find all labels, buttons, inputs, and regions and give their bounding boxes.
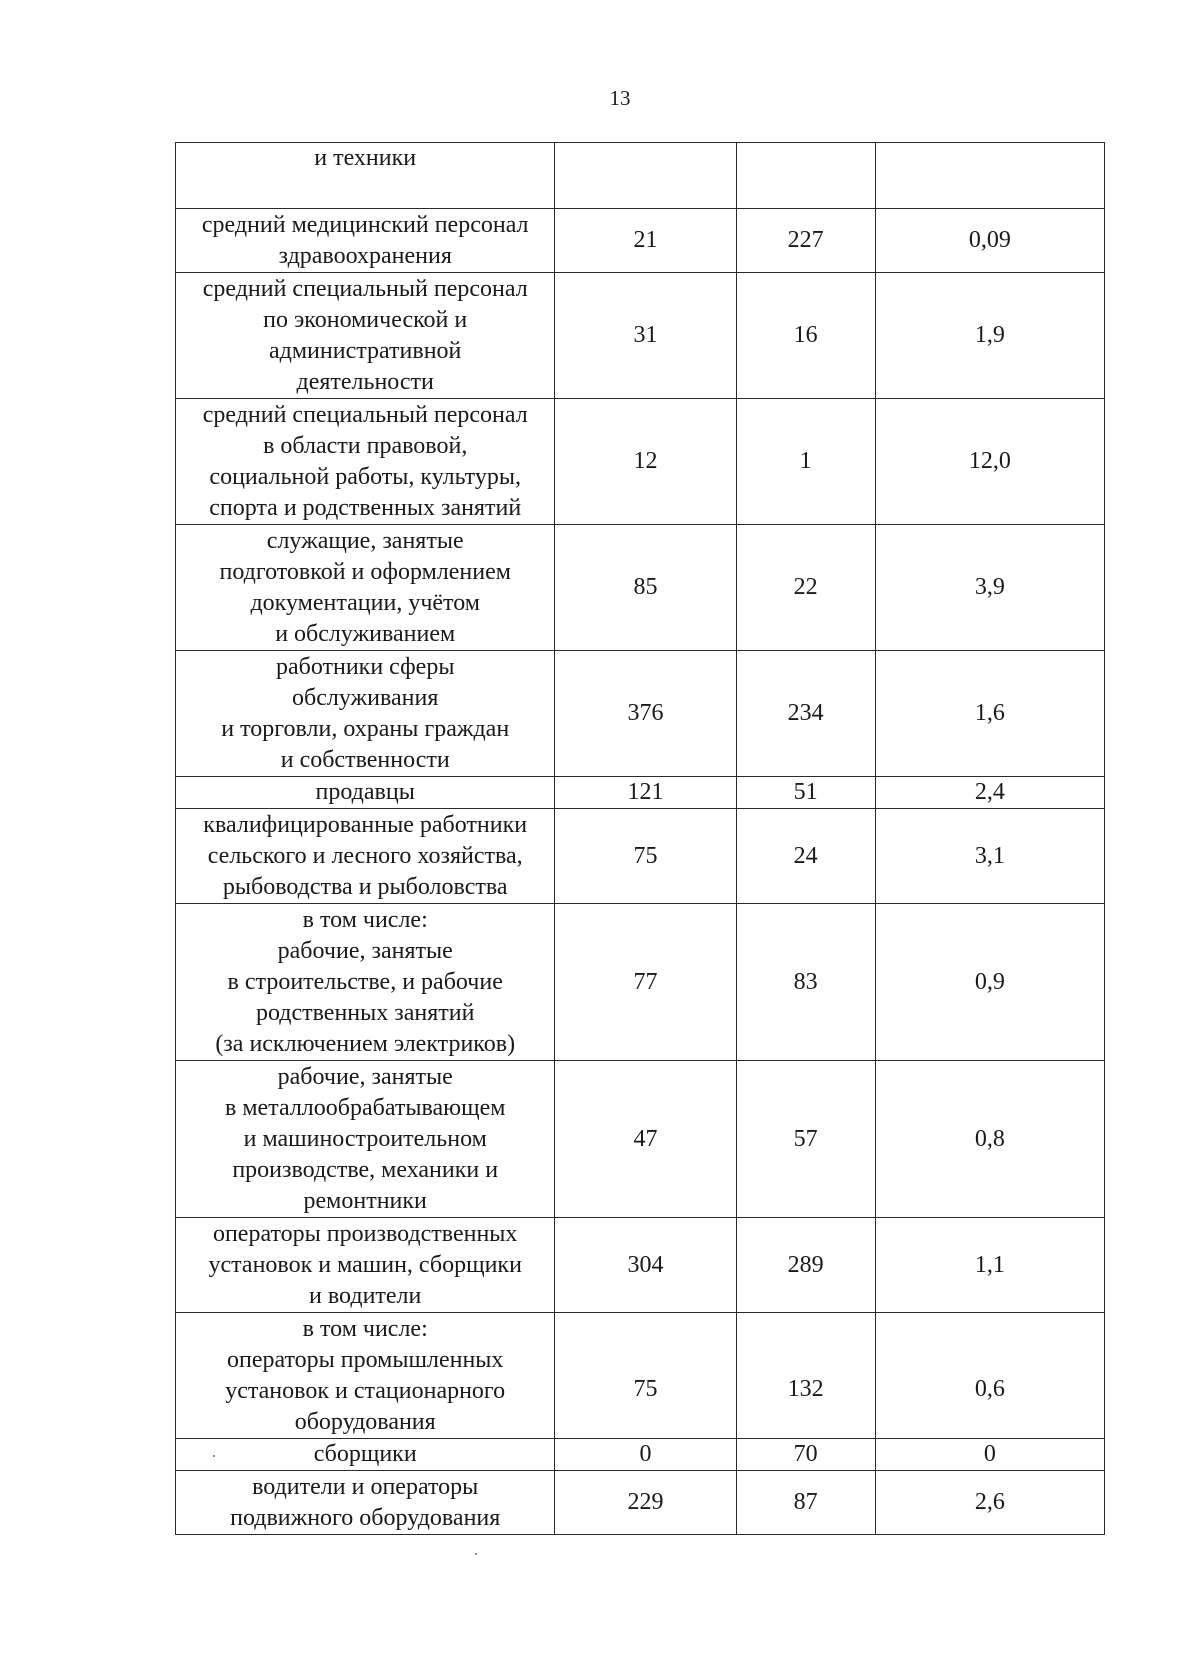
table-row	[176, 1439, 1105, 1471]
occupation-label-line: операторы производственных	[212, 1220, 518, 1247]
value-cell-col3: 12,0	[875, 399, 1104, 525]
value-cell-col2	[736, 143, 875, 209]
occupation-label-line: документации, учётом	[250, 589, 480, 616]
value-cell-col3: 0,8	[875, 1061, 1104, 1218]
occupation-label-line: здравоохранения	[278, 242, 452, 269]
value-cell-col2: 22	[736, 525, 875, 651]
occupation-label-line: рабочие, занятые	[277, 1063, 453, 1090]
table-row	[176, 143, 1105, 209]
value-cell-col2: 87	[736, 1471, 875, 1535]
occupation-label-cell	[176, 273, 555, 399]
occupation-label-cell	[176, 1061, 555, 1218]
table-row	[176, 399, 1105, 525]
occupation-label-line: квалифицированные работники	[203, 811, 528, 838]
table-row	[176, 273, 1105, 399]
value-cell-col2: 24	[736, 809, 875, 904]
occupation-label-line: и обслуживанием	[275, 620, 456, 647]
occupation-label-line: в области правовой,	[263, 432, 468, 459]
page-number: 13	[609, 86, 631, 110]
value-cell-col3	[875, 143, 1104, 209]
value-cell-col3: 0,9	[875, 904, 1104, 1061]
occupation-label-line: деятельности	[296, 368, 434, 395]
value-cell-col1: 47	[555, 1061, 736, 1218]
occupation-label-line: производстве, механики и	[232, 1156, 499, 1183]
value-cell-col2: 70	[736, 1439, 875, 1471]
occupation-label-line: оборудования	[294, 1408, 436, 1435]
value-cell-col1: 12	[555, 399, 736, 525]
value-cell-col1: 77	[555, 904, 736, 1061]
occupation-label-line: служащие, занятые	[266, 527, 464, 554]
occupation-label-line: продавцы	[315, 779, 415, 805]
value-cell-col1: 75	[555, 1313, 736, 1439]
occupation-label-line: и техники	[314, 145, 417, 171]
occupation-label-line: ремонтники	[303, 1187, 427, 1214]
value-cell-col3: 0,6	[875, 1313, 1104, 1439]
value-cell-col3: 3,1	[875, 809, 1104, 904]
occupation-label-line: подвижного оборудования	[230, 1504, 501, 1531]
value-cell-col3: 1,6	[875, 651, 1104, 777]
occupation-label-line: и водители	[309, 1282, 422, 1309]
occupation-label-line: сельского и лесного хозяйства,	[207, 842, 523, 869]
value-cell-col3: 3,9	[875, 525, 1104, 651]
value-cell-col3: 1,1	[875, 1218, 1104, 1313]
table-row	[176, 1061, 1105, 1218]
occupation-label-line: и торговли, охраны граждан	[221, 715, 510, 742]
occupation-label-line: рыбоводства и рыболовства	[222, 873, 508, 900]
table-row	[176, 651, 1105, 777]
value-cell-col2: 227	[736, 209, 875, 273]
value-cell-col2: 289	[736, 1218, 875, 1313]
table-row	[176, 1218, 1105, 1313]
occupation-label-cell	[176, 809, 555, 904]
occupation-label-line: работники сферы	[275, 653, 455, 680]
occupation-label-cell	[176, 651, 555, 777]
table-body	[176, 143, 1105, 1535]
value-cell-col2: 57	[736, 1061, 875, 1218]
table-row	[176, 904, 1105, 1061]
occupation-label-cell	[176, 1218, 555, 1313]
occupation-label-line: социальной работы, культуры,	[209, 463, 521, 490]
table-row	[176, 1471, 1105, 1535]
occupation-label-cell	[176, 1471, 555, 1535]
value-cell-col1: 376	[555, 651, 736, 777]
value-cell-col2: 234	[736, 651, 875, 777]
value-cell-col3: 1,9	[875, 273, 1104, 399]
table-row	[176, 525, 1105, 651]
table-row	[176, 209, 1105, 273]
value-cell-col2: 16	[736, 273, 875, 399]
value-cell-col1: 85	[555, 525, 736, 651]
value-cell-col2: 51	[736, 777, 875, 809]
occupation-label-line: средний специальный персонал	[202, 401, 528, 428]
scan-speck	[475, 1553, 477, 1555]
occupation-label-cell	[176, 525, 555, 651]
occupation-label-line: (за исключением электриков)	[215, 1030, 516, 1057]
occupation-label-line: водители и операторы	[252, 1473, 479, 1500]
occupation-label-cell	[176, 1313, 555, 1439]
table-row	[176, 809, 1105, 904]
occupation-label-line: в том числе:	[302, 906, 428, 933]
occupation-label-cell	[176, 1439, 555, 1471]
occupation-label-line: и машиностроительном	[243, 1125, 487, 1152]
occupation-label-line: установок и машин, сборщики	[208, 1251, 522, 1278]
value-cell-col1: 121	[555, 777, 736, 809]
occupation-label-cell	[176, 399, 555, 525]
value-cell-col1	[555, 143, 736, 209]
value-cell-col1: 0	[555, 1439, 736, 1471]
value-cell-col3: 2,4	[875, 777, 1104, 809]
value-cell-col1: 75	[555, 809, 736, 904]
occupation-label-line: средний специальный персонал	[202, 275, 528, 302]
occupation-label-line: спорта и родственных занятий	[209, 494, 522, 521]
data-table	[175, 142, 1105, 1535]
occupation-label-line: рабочие, занятые	[277, 937, 453, 964]
value-cell-col3: 2,6	[875, 1471, 1104, 1535]
value-cell-col2: 83	[736, 904, 875, 1061]
value-cell-col2: 1	[736, 399, 875, 525]
value-cell-col1: 229	[555, 1471, 736, 1535]
occupation-label-cell	[176, 143, 555, 209]
table-row	[176, 1313, 1105, 1439]
value-cell-col1: 31	[555, 273, 736, 399]
occupation-label-line: средний медицинский персонал	[201, 211, 529, 238]
occupation-label-line: сборщики	[313, 1441, 417, 1467]
occupation-label-line: обслуживания	[292, 684, 439, 711]
table-row	[176, 777, 1105, 809]
occupation-label-line: и собственности	[280, 746, 450, 773]
value-cell-col2: 132	[736, 1313, 875, 1439]
occupation-label-line: операторы промышленных	[226, 1346, 504, 1373]
occupation-label-cell	[176, 777, 555, 809]
occupation-label-line: в том числе:	[302, 1315, 428, 1342]
value-cell-col1: 304	[555, 1218, 736, 1313]
occupation-label-line: административной	[269, 337, 462, 364]
occupation-label-line: по экономической и	[263, 306, 468, 333]
occupation-label-line: в строительстве, и рабочие	[227, 968, 503, 995]
value-cell-col3: 0,09	[875, 209, 1104, 273]
occupation-label-line: установок и стационарного	[225, 1377, 506, 1404]
occupation-label-line: подготовкой и оформлением	[219, 558, 511, 585]
occupation-label-line: родственных занятий	[255, 999, 475, 1026]
occupation-label-cell	[176, 904, 555, 1061]
value-cell-col3: 0	[875, 1439, 1104, 1471]
value-cell-col1: 21	[555, 209, 736, 273]
occupation-label-cell	[176, 209, 555, 273]
occupation-label-line: в металлообрабатывающем	[225, 1094, 506, 1121]
scan-speck	[213, 1455, 215, 1457]
